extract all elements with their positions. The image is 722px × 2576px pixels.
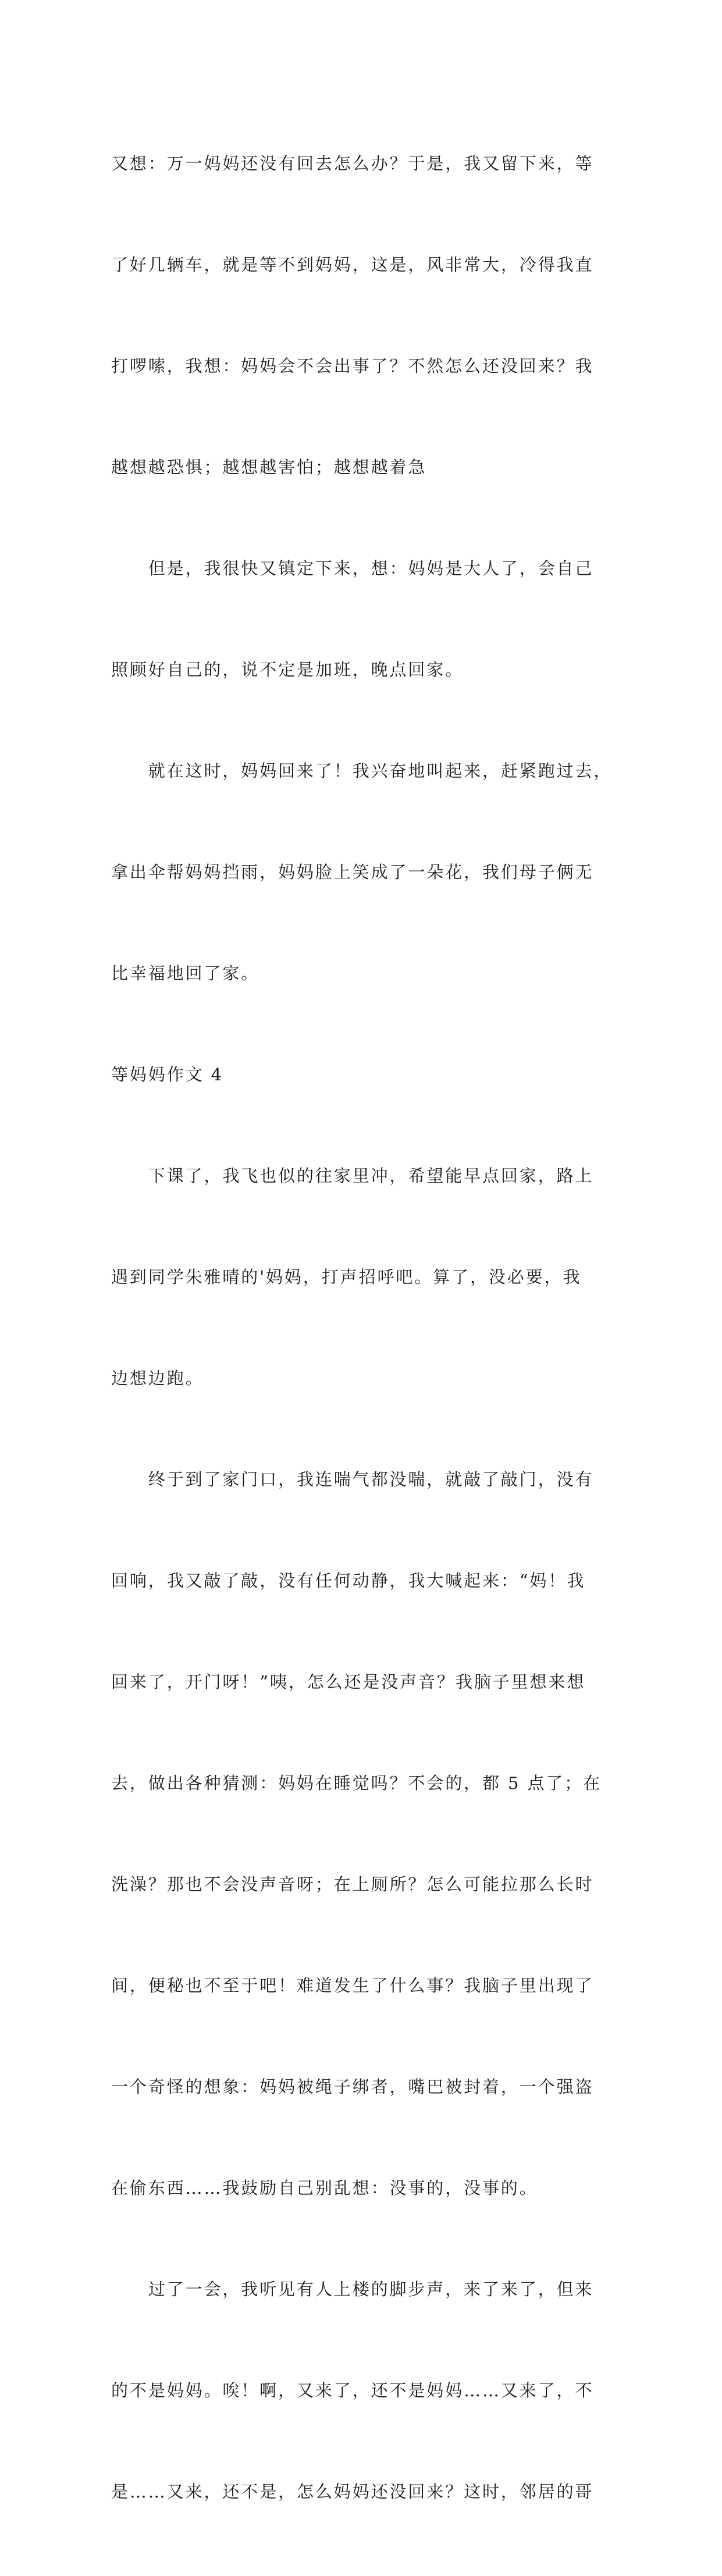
text-line: 就在这时，妈妈回来了！我兴奋地叫起来，赶紧跑过去， (111, 761, 613, 781)
text-line: 的不是妈妈。唉！啊，又来了，还不是妈妈……又来了，不 (111, 2381, 594, 2400)
text-line: 遇到同学朱雅晴的'妈妈，打声招呼吧。算了，没必要，我 (111, 1267, 582, 1287)
text-line: 是……又来，还不是，怎么妈妈还没回来？这时，邻居的哥 (111, 2482, 594, 2502)
text-line: 终于到了家门口，我连喘气都没喘，就敲了敲门，没有 (111, 1470, 594, 1489)
text-line: 拿出伞帮妈妈挡雨，妈妈脸上笑成了一朵花，我们母子俩无 (111, 862, 594, 882)
text-line: 在偷东西……我鼓励自己别乱想：没事的，没事的。 (111, 2178, 538, 2198)
text-line: 但是，我很快又镇定下来，想：妈妈是大人了，会自己 (111, 558, 594, 578)
text-line: 了好几辆车，就是等不到妈妈，这是，风非常大，冷得我直 (111, 255, 594, 275)
text-line: 比幸福地回了家。 (111, 963, 260, 983)
text-line: 又想：万一妈妈还没有回去怎么办？于是，我又留下来，等 (111, 154, 594, 173)
text-line: 越想越恐惧；越想越害怕；越想越着急 (111, 457, 427, 477)
text-line: 回响，我又敲了敲，没有任何动静，我大喊起来：“妈！我 (111, 1571, 586, 1591)
text-line: 回来了，开门呀！”咦，怎么还是没声音？我脑子里想来想 (111, 1672, 586, 1692)
text-line: 洗澡？那也不会没声音呀；在上厕所？怎么可能拉那么长时 (111, 1874, 594, 1894)
text-line: 过了一会，我听见有人上楼的脚步声，来了来了，但来 (111, 2279, 594, 2299)
text-line: 照顾好自己的，说不定是加班，晚点回家。 (111, 660, 464, 679)
text-line: 下课了，我飞也似的往家里冲，希望能早点回家，路上 (111, 1166, 594, 1186)
text-line: 间，便秘也不至于吧！难道发生了什么事？我脑子里出现了 (111, 1976, 594, 1995)
section-heading: 等妈妈作文 4 (111, 1065, 223, 1084)
text-line: 打啰嗦，我想：妈妈会不会出事了？不然怎么还没回来？我 (111, 356, 594, 376)
text-line: 去，做出各种猜测：妈妈在睡觉吗？不会的，都 5 点了；在 (111, 1773, 602, 1793)
essay-body (111, 79, 613, 2576)
text-line: 边想边跑。 (111, 1368, 204, 1388)
text-line: 一个奇怪的想象：妈妈被绳子绑者，嘴巴被封着，一个强盗 (111, 2077, 594, 2097)
